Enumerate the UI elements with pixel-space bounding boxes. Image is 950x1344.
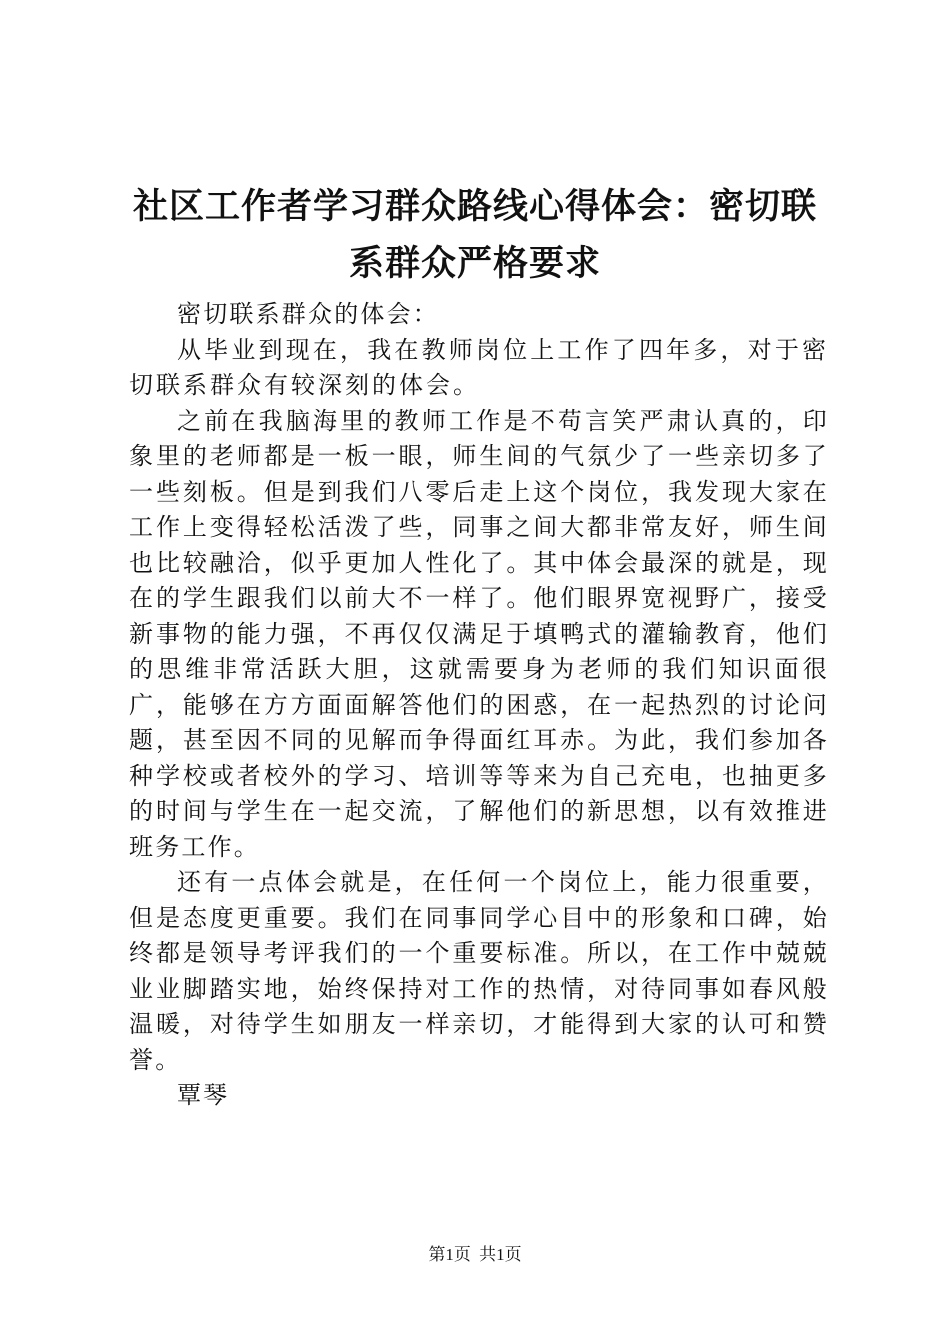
paragraph-attitude: 还有一点体会就是，在任何一个岗位上，能力很重要，但是态度更重要。我们在同事同学心目中的形象和口碑，始终都是领导考评我们的一个重要标准。所以，在工作中兢兢业业脚踏实地，始终保持对工作的热情，对待同事如春风般温暖，对待学生如朋友一样亲切，才能得到大家的认可和赞誉。 xyxy=(129,868,829,1074)
author-signature: 覃琴 xyxy=(177,1081,229,1109)
document-body xyxy=(129,297,829,1114)
document-title: 社区工作者学习群众路线心得体会：密切联系群众严格要求 xyxy=(132,186,817,284)
paragraph-intro: 从毕业到现在，我在教师岗位上工作了四年多，对于密切联系群众有较深刻的体会。 xyxy=(129,335,829,399)
paragraph-heading: 密切联系群众的体会： xyxy=(177,300,439,328)
paragraph-experience: 之前在我脑海里的教师工作是不苟言笑严肃认真的，印象里的老师都是一板一眼，师生间的气氛少了一些亲切多了一些刻板。但是到我们八零后走上这个岗位，我发现大家在工作上变得轻松活泼了些，同事之间大都非常友好，师生间也比较融洽，似乎更加人性化了。其中体会最深的就是，现在的学生跟我们以前大不一样了。他们眼界宽视野广，接受新事物的能力强，不再仅仅满足于填鸭式的灌输教育，他们的思维非常活跃大胆，这就需要身为老师的我们知识面很广，能够在方方面面解答他们的困惑，在一起热烈的讨论问题，甚至因不同的见解而争得面红耳赤。为此，我们参加各种学校或者校外的学习、培训等等来为自己充电，也抽更多的时间与学生在一起交流，了解他们的新思想，以有效推进班务工作。 xyxy=(129,406,829,861)
page-number-total: 共1页 xyxy=(479,1245,522,1264)
page-number-current: 第1页 xyxy=(428,1245,471,1264)
page-footer xyxy=(0,1243,950,1267)
